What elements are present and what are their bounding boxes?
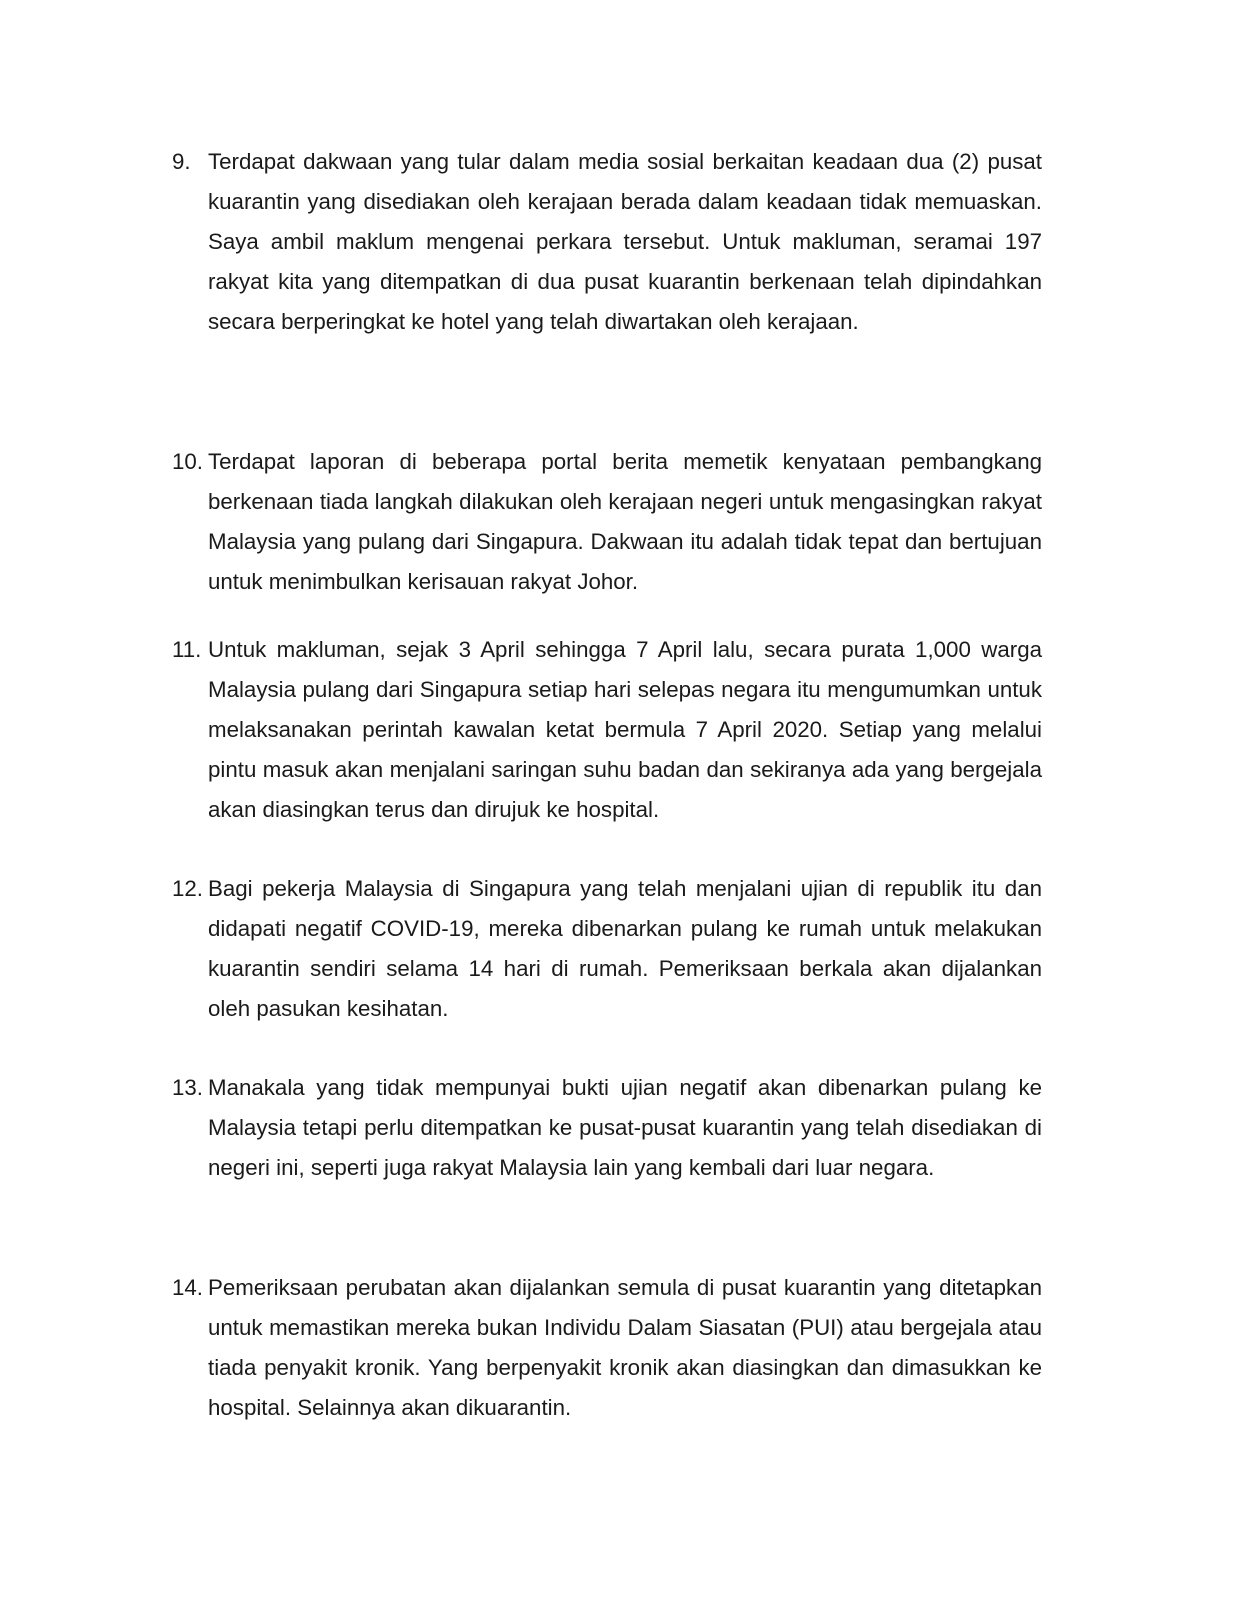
paragraph-text: Terdapat laporan di beberapa portal berita memetik kenyataan pembangkang berkenaan tiada langkah dilakukan oleh kerajaan negeri untuk mengasingkan rakyat Malaysia yang pulang dari Singapura. Dakwaan itu adalah tidak tepat dan bertujuan untuk menimbulkan kerisauan rakyat Johor. (208, 449, 1042, 594)
paragraph-13 (172, 1068, 1042, 1188)
paragraph-number: 13. (172, 1075, 203, 1100)
paragraph-number: 10. (172, 449, 203, 474)
paragraph-text: Bagi pekerja Malaysia di Singapura yang telah menjalani ujian di republik itu dan didapati negatif COVID-19, mereka dibenarkan pulang ke rumah untuk melakukan kuarantin sendiri selama 14 hari di rumah. Pemeriksaan berkala akan dijalankan oleh pasukan kesihatan. (208, 876, 1042, 1021)
paragraph-number: 9. (172, 149, 191, 174)
paragraph-text: Untuk makluman, sejak 3 April sehingga 7 April lalu, secara purata 1,000 warga Malaysia pulang dari Singapura setiap hari selepas negara itu mengumumkan untuk melaksanakan perintah kawalan ketat bermula 7 April 2020. Setiap yang melalui pintu masuk akan menjalani saringan suhu badan dan sekiranya ada yang bergejala akan diasingkan terus dan dirujuk ke hospital. (208, 637, 1042, 822)
paragraph-text: Terdapat dakwaan yang tular dalam media sosial berkaitan keadaan dua (2) pusat kuarantin yang disediakan oleh kerajaan berada dalam keadaan tidak memuaskan. Saya ambil maklum mengenai perkara tersebut. Untuk makluman, seramai 197 rakyat kita yang ditempatkan di dua pusat kuarantin berkenaan telah dipindahkan secara berperingkat ke hotel yang telah diwartakan oleh kerajaan. (208, 149, 1042, 334)
paragraph-text: Manakala yang tidak mempunyai bukti ujian negatif akan dibenarkan pulang ke Malaysia tetapi perlu ditempatkan ke pusat-pusat kuarantin yang telah disediakan di negeri ini, seperti juga rakyat Malaysia lain yang kembali dari luar negara. (208, 1075, 1042, 1180)
paragraph-10 (172, 442, 1042, 602)
paragraph-text: Pemeriksaan perubatan akan dijalankan semula di pusat kuarantin yang ditetapkan untuk memastikan mereka bukan Individu Dalam Siasatan (PUI) atau bergejala atau tiada penyakit kronik. Yang berpenyakit kronik akan diasingkan dan dimasukkan ke hospital. Selainnya akan dikuarantin. (208, 1275, 1042, 1420)
paragraph-number: 14. (172, 1275, 203, 1300)
paragraph-number: 11. (172, 637, 202, 662)
paragraph-11 (172, 630, 1042, 830)
paragraph-12 (172, 869, 1042, 1029)
paragraph-9 (172, 142, 1042, 342)
paragraph-number: 12. (172, 876, 203, 901)
paragraph-14 (172, 1268, 1042, 1428)
